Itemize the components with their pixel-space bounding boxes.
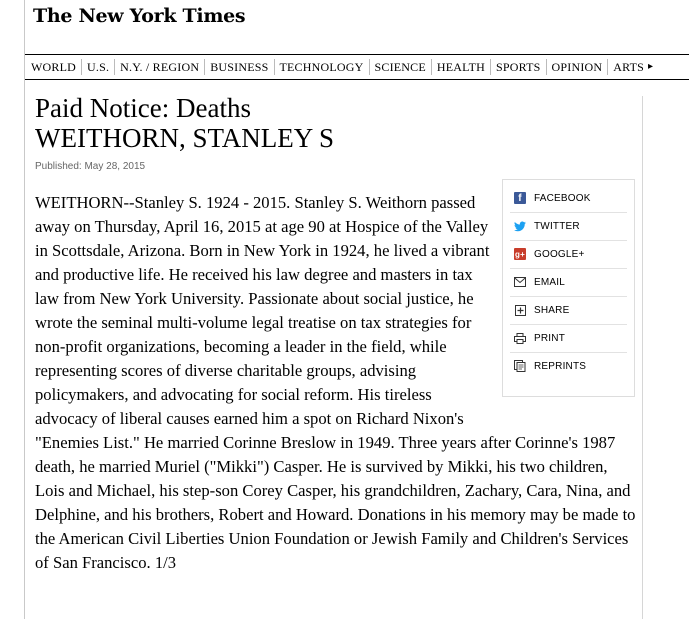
article-headline: WEITHORN, STANLEY S <box>35 123 335 153</box>
nav-item-world[interactable]: WORLD <box>25 59 82 75</box>
share-label-google-plus: GOOGLE+ <box>534 248 585 260</box>
share-twitter[interactable] <box>510 212 627 241</box>
page-right-border <box>642 96 643 619</box>
reprints-icon <box>514 360 526 372</box>
share-more[interactable] <box>510 296 627 325</box>
share-label-print: PRINT <box>534 332 565 344</box>
nav-item-ny-region[interactable]: N.Y. / REGION <box>115 59 205 75</box>
article-body: WEITHORN--Stanley S. 1924 - 2015. Stanley S. Weithorn passed away on Thursday, April 16, 2015 at age 90 at Hospice of the Valley in Scottsdale, Arizona. Born in New York in 1924, he lived a vibrant and productive life. He received his law degree and masters in tax law from New York University. Passionate about social justice, he wrote the seminal multi-volume legal treatise on tax strategies for non-profit organizations, becoming a leader in the field, while representing scores of diverse charitable groups, advising policymakers, and advocating for social reform. His tireless advocacy of liberal causes earned him a spot on Richard Nixon's "Enemies List." He married Corinne Breslow in 1949. Three years after Corinne's 1987 death, he married Muriel ("Mikki") Casper. He is survived by Mikki, his two children, Lois and Michael, his step-son Corey Casper, his grandchildren, Zachary, Cara, Nina, and Delphine, and his brothers, Robert and Howard. Donations in his memory may be made to the American Civil Liberties Union Foundation or Jewish Family and Children's Services of San Francisco. 1/3 <box>35 193 636 572</box>
share-print[interactable] <box>510 324 627 353</box>
publish-date: Published: May 28, 2015 <box>35 161 146 172</box>
share-reprints[interactable] <box>510 352 627 380</box>
page-left-border <box>24 0 25 619</box>
share-google-plus[interactable] <box>510 240 627 269</box>
twitter-icon <box>514 220 526 232</box>
nav-item-health[interactable]: HEALTH <box>432 59 491 75</box>
nyt-logo[interactable]: The New York Times <box>33 5 246 27</box>
google-plus-icon: g+ <box>515 249 525 259</box>
nav-item-technology[interactable]: TECHNOLOGY <box>275 59 370 75</box>
share-plus-icon <box>514 304 526 316</box>
nav-item-opinion[interactable]: OPINION <box>547 59 609 75</box>
email-icon <box>514 276 526 288</box>
nav-item-sports[interactable]: SPORTS <box>491 59 547 75</box>
printer-icon <box>514 332 526 344</box>
share-label-share: SHARE <box>534 304 570 316</box>
nav-item-science[interactable]: SCIENCE <box>370 59 432 75</box>
share-tools <box>502 179 635 397</box>
triangle-right-icon[interactable]: ▸ <box>648 61 654 72</box>
nav-item-business[interactable]: BUSINESS <box>205 59 274 75</box>
share-facebook[interactable] <box>510 184 627 213</box>
nav-item-arts[interactable]: ARTS <box>613 60 645 74</box>
share-label-facebook: FACEBOOK <box>534 192 591 204</box>
share-label-reprints: REPRINTS <box>534 360 587 372</box>
article-kicker: Paid Notice: Deaths <box>35 93 251 123</box>
share-label-email: EMAIL <box>534 276 566 288</box>
nav-item-us[interactable]: U.S. <box>82 59 115 75</box>
share-label-twitter: TWITTER <box>534 220 580 232</box>
facebook-icon: f <box>514 192 526 204</box>
section-nav <box>25 54 689 80</box>
share-email[interactable] <box>510 268 627 297</box>
